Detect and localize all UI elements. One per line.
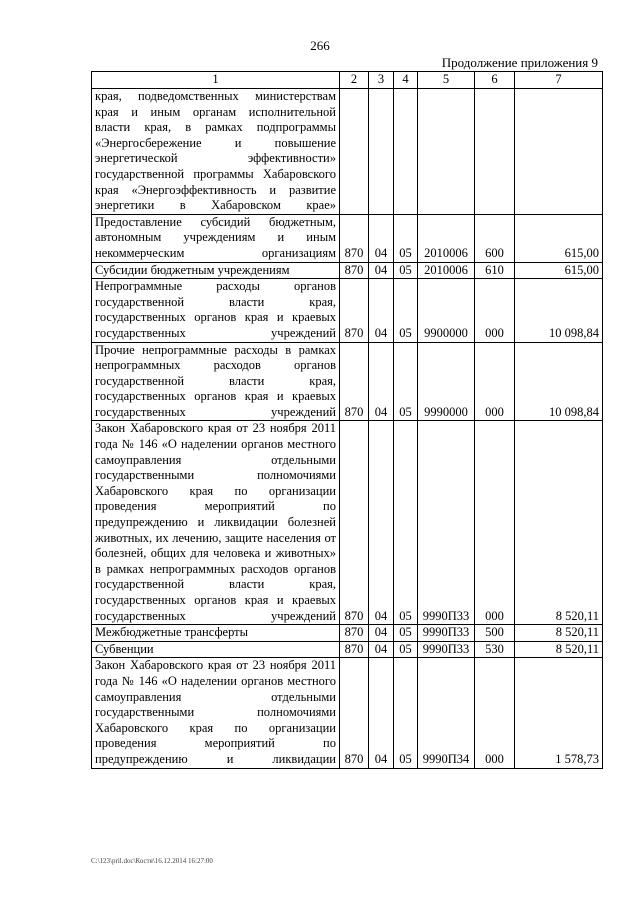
cell-ministry: 870 (340, 214, 369, 262)
cell-ministry: 870 (340, 342, 369, 421)
row-description: Закон Хабаровского края от 23 ноября 2011 года № 146 «О наделении органов местного самоуправления отдельными государственными полномочиями Хабаровского края по организации проведения мероприятий по предупреждению и ликвидации (92, 658, 340, 768)
row-description: Межбюджетные трансферты (92, 625, 340, 642)
cell-target-code: 9900000 (418, 279, 475, 342)
cell-subsection: 05 (394, 421, 418, 625)
table-row (92, 625, 603, 642)
cell-ministry: 870 (340, 641, 369, 658)
cell-section: 04 (369, 279, 394, 342)
column-header: 5 (418, 72, 475, 89)
cell-subsection: 05 (394, 214, 418, 262)
cell-target-code: 9990П34 (418, 658, 475, 768)
cell-target-code: 2010006 (418, 262, 475, 279)
cell-amount: 1 578,73 (515, 658, 603, 768)
table-row (92, 658, 603, 768)
cell-ministry: 870 (340, 421, 369, 625)
column-header: 2 (340, 72, 369, 89)
cell-section: 04 (369, 262, 394, 279)
column-header: 1 (92, 72, 340, 89)
cell-amount (515, 89, 603, 215)
cell-expense-type: 000 (475, 342, 515, 421)
cell-amount: 8 520,11 (515, 625, 603, 642)
cell-subsection: 05 (394, 342, 418, 421)
cell-expense-type: 530 (475, 641, 515, 658)
row-description: Непрограммные расходы органов государственной власти края, государственных органов края и краевых государственных учреждений (92, 279, 340, 342)
page-number: 266 (310, 38, 330, 53)
cell-target-code: 9990000 (418, 342, 475, 421)
row-description: Прочие непрограммные расходы в рамках непрограммных расходов органов государственной власти края, государственных органов края и краевых государственных учреждений (92, 342, 340, 421)
cell-expense-type (475, 89, 515, 215)
column-header: 3 (369, 72, 394, 89)
table-row (92, 342, 603, 421)
cell-amount: 10 098,84 (515, 279, 603, 342)
cell-section: 04 (369, 421, 394, 625)
budget-table (91, 71, 603, 769)
cell-ministry: 870 (340, 625, 369, 642)
cell-target-code: 9990П33 (418, 421, 475, 625)
cell-ministry: 870 (340, 262, 369, 279)
cell-expense-type: 500 (475, 625, 515, 642)
row-description: Субсидии бюджетным учреждениям (92, 262, 340, 279)
row-description: Субвенции (92, 641, 340, 658)
cell-ministry (340, 89, 369, 215)
column-header: 4 (394, 72, 418, 89)
document-path-footer: C:\123\pril.doc\Костя\16.12.2014 16:27:00 (91, 857, 213, 865)
column-header: 6 (475, 72, 515, 89)
cell-amount: 8 520,11 (515, 421, 603, 625)
cell-subsection: 05 (394, 625, 418, 642)
row-description: края, подведомственных министерствам края и иным органам исполнительной власти края, в рамках подпрограммы «Энергосбережение и повышение энергетической эффективности» государственной программы Хабаровского края «Энергоэффективность и развитие энергетики в Хабаровском крае» (92, 89, 340, 215)
cell-target-code (418, 89, 475, 215)
cell-section: 04 (369, 214, 394, 262)
cell-subsection: 05 (394, 658, 418, 768)
cell-expense-type: 600 (475, 214, 515, 262)
row-description: Закон Хабаровского края от 23 ноября 2011 года № 146 «О наделении органов местного самоуправления отдельными государственными полномочиями Хабаровского края по организации проведения мероприятий по предупреждению и ликвидации болезней животных, их лечению, защите населения от болезней, общих для человека и животных» в рамках непрограммных расходов органов государственной власти края, государственных органов края и краевых государственных учреждений (92, 421, 340, 625)
cell-ministry: 870 (340, 658, 369, 768)
cell-subsection (394, 89, 418, 215)
cell-ministry: 870 (340, 279, 369, 342)
table-header-row (92, 72, 603, 89)
table-row (92, 279, 603, 342)
cell-section: 04 (369, 342, 394, 421)
cell-expense-type: 000 (475, 421, 515, 625)
table-row (92, 262, 603, 279)
cell-subsection: 05 (394, 279, 418, 342)
table-row (92, 89, 603, 215)
cell-expense-type: 000 (475, 279, 515, 342)
row-description: Предоставление субсидий бюджетным, автономным учреждениям и иным некоммерческим организациям (92, 214, 340, 262)
cell-section: 04 (369, 658, 394, 768)
column-header: 7 (515, 72, 603, 89)
cell-subsection: 05 (394, 641, 418, 658)
table-row (92, 214, 603, 262)
cell-subsection: 05 (394, 262, 418, 279)
cell-amount: 615,00 (515, 262, 603, 279)
cell-target-code: 2010006 (418, 214, 475, 262)
cell-expense-type: 000 (475, 658, 515, 768)
appendix-continuation-label: Продолжение приложения 9 (441, 55, 598, 70)
cell-amount: 8 520,11 (515, 641, 603, 658)
cell-section: 04 (369, 641, 394, 658)
cell-section (369, 89, 394, 215)
cell-target-code: 9990П33 (418, 641, 475, 658)
table-row (92, 421, 603, 625)
cell-section: 04 (369, 625, 394, 642)
table-row (92, 641, 603, 658)
cell-amount: 10 098,84 (515, 342, 603, 421)
cell-expense-type: 610 (475, 262, 515, 279)
cell-amount: 615,00 (515, 214, 603, 262)
cell-target-code: 9990П33 (418, 625, 475, 642)
